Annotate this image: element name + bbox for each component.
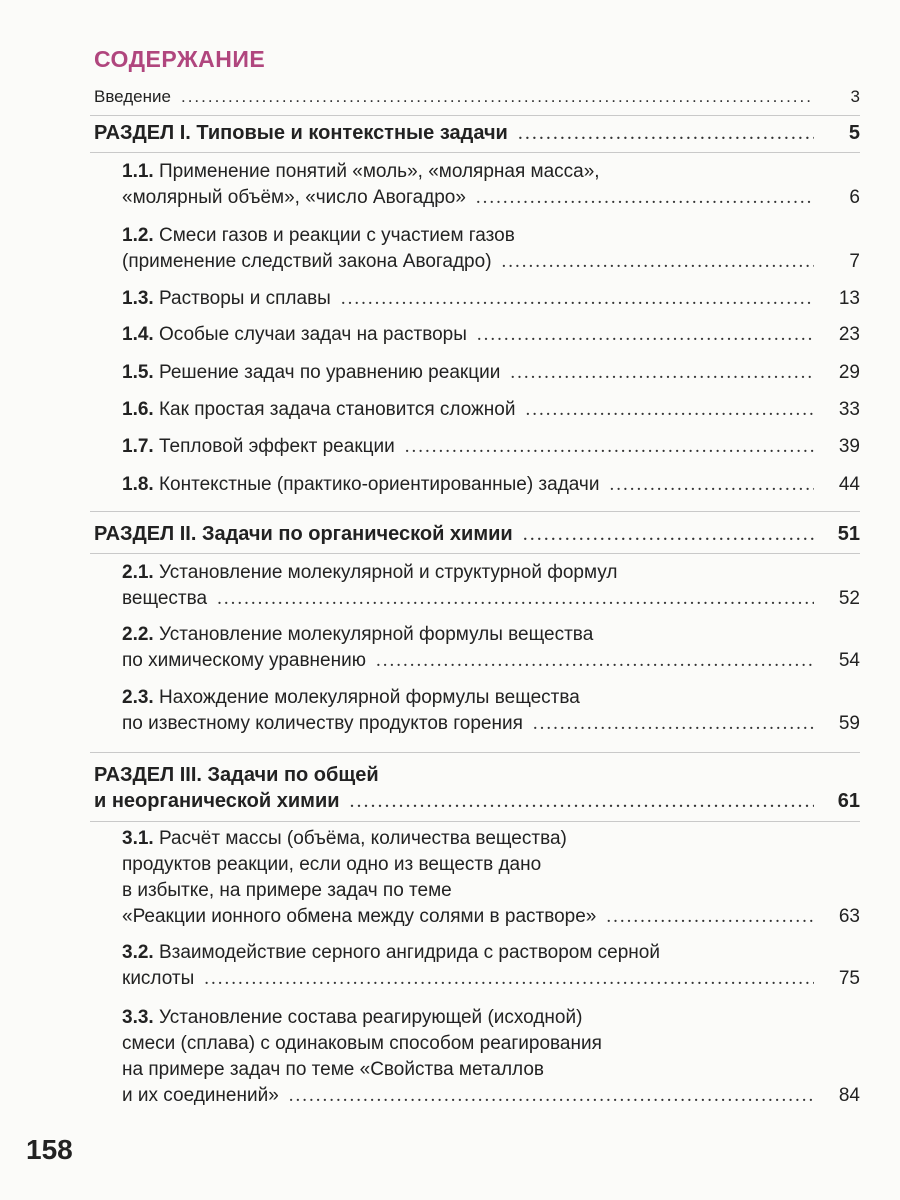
item-text: Контекстные (практико-ориентированные) задачи	[158, 474, 600, 495]
divider	[90, 152, 860, 153]
leader-dots	[350, 788, 814, 814]
item-text: Смеси газов и реакции с участием газов	[158, 225, 515, 246]
page-ref: 84	[838, 1085, 860, 1106]
leader-dots	[217, 586, 814, 612]
item-number: 2.3.	[122, 687, 154, 708]
item-number: 1.6.	[122, 399, 154, 420]
toc-item-1-2[interactable]	[122, 223, 860, 275]
section-title: РАЗДЕЛ I. Типовые и контекстные задачи	[94, 122, 508, 144]
item-text: «Реакции ионного обмена между солями в растворе»	[122, 906, 597, 927]
item-text: по известному количеству продуктов горения	[122, 713, 523, 734]
leader-dots	[204, 966, 814, 992]
page-ref: 61	[837, 790, 860, 812]
item-text: на примере задач по теме «Свойства металлов	[122, 1059, 545, 1080]
item-text: смеси (сплава) с одинаковым способом реагирования	[122, 1033, 602, 1054]
item-number: 1.7.	[122, 436, 154, 457]
section-title: и неорганической химии	[94, 790, 340, 812]
toc-item-1-5[interactable]	[122, 360, 860, 386]
item-text: Растворы и сплавы	[158, 288, 331, 309]
page-ref: 44	[838, 474, 860, 495]
page-ref: 5	[848, 122, 860, 144]
item-text: «молярный объём», «число Авогадро»	[122, 187, 466, 208]
item-text: Особые случаи задач на растворы	[158, 324, 467, 345]
divider	[90, 821, 860, 822]
toc-section-1[interactable]	[94, 120, 860, 146]
item-number: 2.2.	[122, 624, 154, 645]
item-text: (применение следствий закона Авогадро)	[122, 251, 492, 272]
page-ref: 39	[838, 436, 860, 457]
page-number: 158	[26, 1134, 73, 1165]
item-text: Взаимодействие серного ангидрида с раствором серной	[158, 942, 660, 963]
leader-dots	[476, 185, 814, 211]
page-ref: 7	[849, 251, 860, 272]
page-ref: 6	[849, 187, 860, 208]
page-ref: 54	[838, 650, 860, 671]
toc-item-1-7[interactable]	[122, 434, 860, 460]
leader-dots	[341, 286, 814, 312]
item-text: вещества	[122, 588, 208, 609]
page-ref: 13	[838, 288, 860, 309]
toc-item-1-4[interactable]	[122, 322, 860, 348]
item-text: Установление молекулярной формулы вещества	[158, 624, 594, 645]
item-number: 3.3.	[122, 1007, 154, 1028]
item-number: 1.4.	[122, 324, 154, 345]
entry-text: Введение	[94, 87, 171, 106]
page-ref: 3	[850, 87, 860, 106]
item-text: Нахождение молекулярной формулы вещества	[158, 687, 580, 708]
item-text: Установление состава реагирующей (исходной)	[158, 1007, 583, 1028]
leader-dots	[609, 472, 814, 498]
item-text: Тепловой эффект реакции	[158, 436, 395, 457]
section-title: РАЗДЕЛ II. Задачи по органической химии	[94, 523, 513, 545]
toc-item-1-8[interactable]	[122, 472, 860, 498]
toc-section-2[interactable]	[94, 521, 860, 547]
item-text: Применение понятий «моль», «молярная масса»,	[158, 161, 600, 182]
item-number: 3.2.	[122, 942, 154, 963]
page-ref: 63	[838, 906, 860, 927]
item-text: продуктов реакции, если одно из веществ дано	[122, 854, 542, 875]
item-text: Расчёт массы (объёма, количества вещества)	[158, 828, 567, 849]
toc-entry-intro[interactable]	[94, 84, 860, 110]
toc-item-1-6[interactable]	[122, 397, 860, 423]
leader-dots	[523, 521, 814, 547]
leader-dots	[376, 648, 814, 674]
toc-item-2-1[interactable]	[122, 560, 860, 612]
toc-item-1-3[interactable]	[122, 286, 860, 312]
page-ref: 51	[837, 523, 860, 545]
divider	[90, 511, 860, 512]
item-text: Как простая задача становится сложной	[158, 399, 516, 420]
toc-section-3[interactable]	[94, 762, 860, 814]
leader-dots	[502, 249, 814, 275]
leader-dots	[510, 360, 814, 386]
page-ref: 52	[838, 588, 860, 609]
item-text: кислоты	[122, 968, 195, 989]
leader-dots	[405, 434, 814, 460]
item-text: Решение задач по уравнению реакции	[158, 362, 501, 383]
toc-title: СОДЕРЖАНИЕ	[94, 46, 266, 72]
page-ref: 33	[838, 399, 860, 420]
leader-dots	[606, 904, 814, 930]
page-ref: 23	[838, 324, 860, 345]
leader-dots	[533, 711, 814, 737]
item-text: по химическому уравнению	[122, 650, 366, 671]
item-text: и их соединений»	[122, 1085, 279, 1106]
toc-item-3-1[interactable]	[122, 826, 860, 930]
item-text: в избытке, на примере задач по теме	[122, 880, 452, 901]
leader-dots	[525, 397, 814, 423]
toc-item-3-2[interactable]	[122, 940, 860, 992]
item-text: Установление молекулярной и структурной формул	[158, 562, 618, 583]
item-number: 1.2.	[122, 225, 154, 246]
item-number: 1.1.	[122, 161, 154, 182]
leader-dots	[518, 120, 814, 146]
toc-item-2-2[interactable]	[122, 622, 860, 674]
section-title: РАЗДЕЛ III. Задачи по общей	[94, 764, 379, 786]
page-ref: 75	[838, 968, 860, 989]
item-number: 1.8.	[122, 474, 154, 495]
item-number: 1.5.	[122, 362, 154, 383]
item-number: 1.3.	[122, 288, 154, 309]
divider	[90, 553, 860, 554]
toc-item-3-3[interactable]	[122, 1005, 860, 1109]
toc-item-2-3[interactable]	[122, 685, 860, 737]
leader-dots	[181, 84, 814, 110]
divider	[90, 115, 860, 116]
page-ref: 29	[838, 362, 860, 383]
toc-item-1-1[interactable]	[122, 159, 860, 211]
page-ref: 59	[838, 713, 860, 734]
divider	[90, 752, 860, 753]
leader-dots	[289, 1083, 814, 1109]
item-number: 2.1.	[122, 562, 154, 583]
leader-dots	[477, 322, 814, 348]
item-number: 3.1.	[122, 828, 154, 849]
